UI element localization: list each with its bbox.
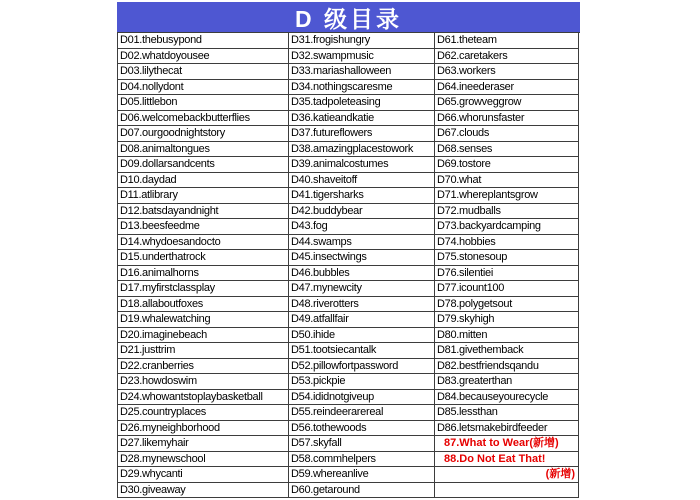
list-item: D29.whycanti (118, 467, 288, 483)
catalog-column-2 (289, 33, 435, 498)
list-item: D75.stonesoup (435, 250, 578, 266)
list-item: D22.cranberries (118, 359, 288, 375)
catalog-column-1 (118, 33, 289, 498)
list-item: D82.bestfriendsqandu (435, 359, 578, 375)
list-item: D45.insectwings (289, 250, 434, 266)
list-item: D57.skyfall (289, 436, 434, 452)
list-item: D66.whorunsfaster (435, 111, 578, 127)
list-item: D12.batsdayandnight (118, 204, 288, 220)
list-item: 88.Do Not Eat That! (435, 452, 578, 468)
list-item: D37.futureflowers (289, 126, 434, 142)
list-item: 87.What to Wear(新增) (435, 436, 578, 452)
list-item: D76.silentiei (435, 266, 578, 282)
list-item: D60.getaround (289, 483, 434, 499)
list-item: D17.myfirstclassplay (118, 281, 288, 297)
list-item: D25.countryplaces (118, 405, 288, 421)
list-item: D54.ididnotgiveup (289, 390, 434, 406)
list-item: D38.amazingplacestowork (289, 142, 434, 158)
list-item: D10.daydad (118, 173, 288, 189)
list-item: D62.caretakers (435, 49, 578, 65)
catalog-header (117, 2, 580, 32)
list-item: D80.mitten (435, 328, 578, 344)
list-item: D81.givethemback (435, 343, 578, 359)
list-item: D05.littlebon (118, 95, 288, 111)
list-item: D09.dollarsandcents (118, 157, 288, 173)
list-item: D39.animalcostumes (289, 157, 434, 173)
list-item: D33.mariashalloween (289, 64, 434, 80)
list-item: D42.buddybear (289, 204, 434, 220)
page-title: D 级目录 (295, 5, 402, 32)
list-item: D73.backyardcamping (435, 219, 578, 235)
list-item: D67.clouds (435, 126, 578, 142)
list-item: D69.tostore (435, 157, 578, 173)
list-item: D03.lilythecat (118, 64, 288, 80)
list-item: D47.mynewcity (289, 281, 434, 297)
list-item: D58.commhelpers (289, 452, 434, 468)
catalog-sheet (117, 2, 580, 498)
list-item: (新增) (435, 467, 578, 483)
list-item: D18.allaboutfoxes (118, 297, 288, 313)
list-item: D01.thebusypond (118, 33, 288, 49)
list-item: D02.whatdoyousee (118, 49, 288, 65)
list-item: D49.atfallfair (289, 312, 434, 328)
list-item: D55.reindeerarereal (289, 405, 434, 421)
list-item: D61.theteam (435, 33, 578, 49)
list-item: D36.katieandkatie (289, 111, 434, 127)
list-item: D35.tadpoleteasing (289, 95, 434, 111)
list-item: D59.whereanlive (289, 467, 434, 483)
list-item: D78.polygetsout (435, 297, 578, 313)
list-item: D79.skyhigh (435, 312, 578, 328)
list-item (435, 483, 578, 499)
list-item: D86.letsmakebirdfeeder (435, 421, 578, 437)
list-item: D15.underthatrock (118, 250, 288, 266)
list-item: D83.greaterthan (435, 374, 578, 390)
list-item: D84.becauseyourecycle (435, 390, 578, 406)
list-item: D40.shaveitoff (289, 173, 434, 189)
list-item: D28.mynewschool (118, 452, 288, 468)
list-item: D48.riverotters (289, 297, 434, 313)
list-item: D16.animalhorns (118, 266, 288, 282)
list-item: D65.growveggrow (435, 95, 578, 111)
catalog-table (117, 32, 580, 498)
list-item: D06.welcomebackbutterflies (118, 111, 288, 127)
list-item: D32.swampmusic (289, 49, 434, 65)
list-item: D85.lessthan (435, 405, 578, 421)
list-item: D71.whereplantsgrow (435, 188, 578, 204)
list-item: D44.swamps (289, 235, 434, 251)
list-item: D26.myneighborhood (118, 421, 288, 437)
list-item: D24.whowantstoplaybasketball (118, 390, 288, 406)
list-item: D74.hobbies (435, 235, 578, 251)
list-item: D23.howdoswim (118, 374, 288, 390)
list-item: D07.ourgoodnightstory (118, 126, 288, 142)
list-item: D04.nollydont (118, 80, 288, 96)
list-item: D77.icount100 (435, 281, 578, 297)
list-item: D31.frogishungry (289, 33, 434, 49)
list-item: D14.whydoesandocto (118, 235, 288, 251)
list-item: D70.what (435, 173, 578, 189)
list-item: D68.senses (435, 142, 578, 158)
list-item: D19.whalewatching (118, 312, 288, 328)
list-item: D20.imaginebeach (118, 328, 288, 344)
list-item: D51.tootsiecantalk (289, 343, 434, 359)
list-item: D11.atlibrary (118, 188, 288, 204)
list-item: D64.ineederaser (435, 80, 578, 96)
list-item: D63.workers (435, 64, 578, 80)
list-item: D34.nothingscaresme (289, 80, 434, 96)
list-item: D21.justtrim (118, 343, 288, 359)
list-item: D46.bubbles (289, 266, 434, 282)
catalog-column-3 (435, 33, 579, 498)
list-item: D72.mudballs (435, 204, 578, 220)
list-item: D43.fog (289, 219, 434, 235)
list-item: D41.tigersharks (289, 188, 434, 204)
list-item: D50.ihide (289, 328, 434, 344)
list-item: D27.likemyhair (118, 436, 288, 452)
list-item: D13.beesfeedme (118, 219, 288, 235)
list-item: D08.animaltongues (118, 142, 288, 158)
list-item: D53.pickpie (289, 374, 434, 390)
list-item: D30.giveaway (118, 483, 288, 499)
list-item: D56.tothewoods (289, 421, 434, 437)
list-item: D52.pillowfortpassword (289, 359, 434, 375)
